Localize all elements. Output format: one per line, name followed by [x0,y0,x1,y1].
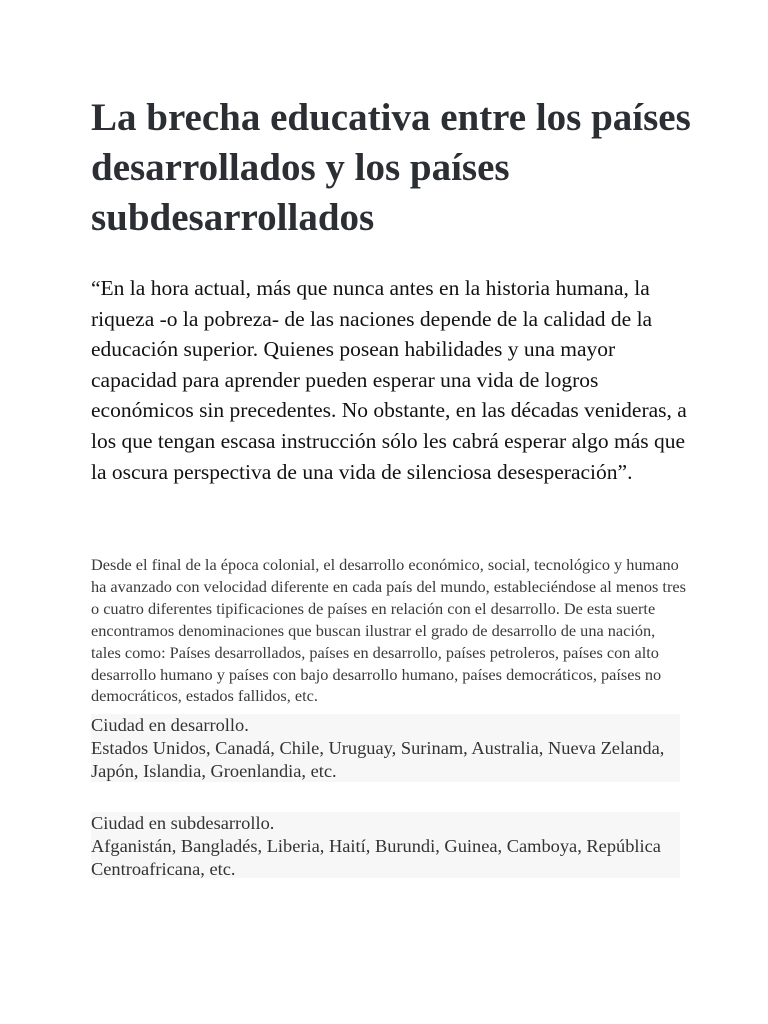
developed-heading: Ciudad en desarrollo. [91,715,249,735]
developed-list: Estados Unidos, Canadá, Chile, Uruguay, Surinam, Australia, Nueva Zelanda, Japón, Islandia, Groenlandia, etc. [91,738,665,781]
opening-quote: “En la hora actual, más que nunca antes en la historia humana, la riqueza -o la pobreza- de las naciones depende de la calidad de la educación superior. Quienes posean habilidades y una mayor capacidad para aprender pueden esperar una vida de logros económicos sin precedentes. No obstante, en las décadas venideras, a los que tengan escasa instrucción sólo les cabrá esperar algo más que la oscura perspectiva de una vida de silenciosa desesperación”. [91,276,687,484]
underdeveloped-list: Afganistán, Bangladés, Liberia, Haití, Burundi, Guinea, Camboya, República Centroafricana, etc. [91,836,661,879]
document-title: La brecha educativa entre los países desarrollados y los países subdesarrollados [91,96,691,239]
underdeveloped-heading: Ciudad en subdesarrollo. [91,813,275,833]
intro-paragraph: Desde el final de la época colonial, el desarrollo económico, social, tecnológico y humano ha avanzado con velocidad diferente en cada país del mundo, estableciéndose al menos tres o cuatro diferentes tipificaciones de países en relación con el desarrollo. De esta suerte encontramos denominaciones que buscan ilustrar el grado de desarrollo de una nación, tales como: Países desarrollados, países en desarrollo, países petroleros, países con alto desarrollo humano y países con bajo desarrollo humano, países democráticos, países no democráticos, estados fallidos, etc. [91,555,686,706]
developed-countries-box [91,714,680,782]
underdeveloped-countries-box [91,812,680,878]
